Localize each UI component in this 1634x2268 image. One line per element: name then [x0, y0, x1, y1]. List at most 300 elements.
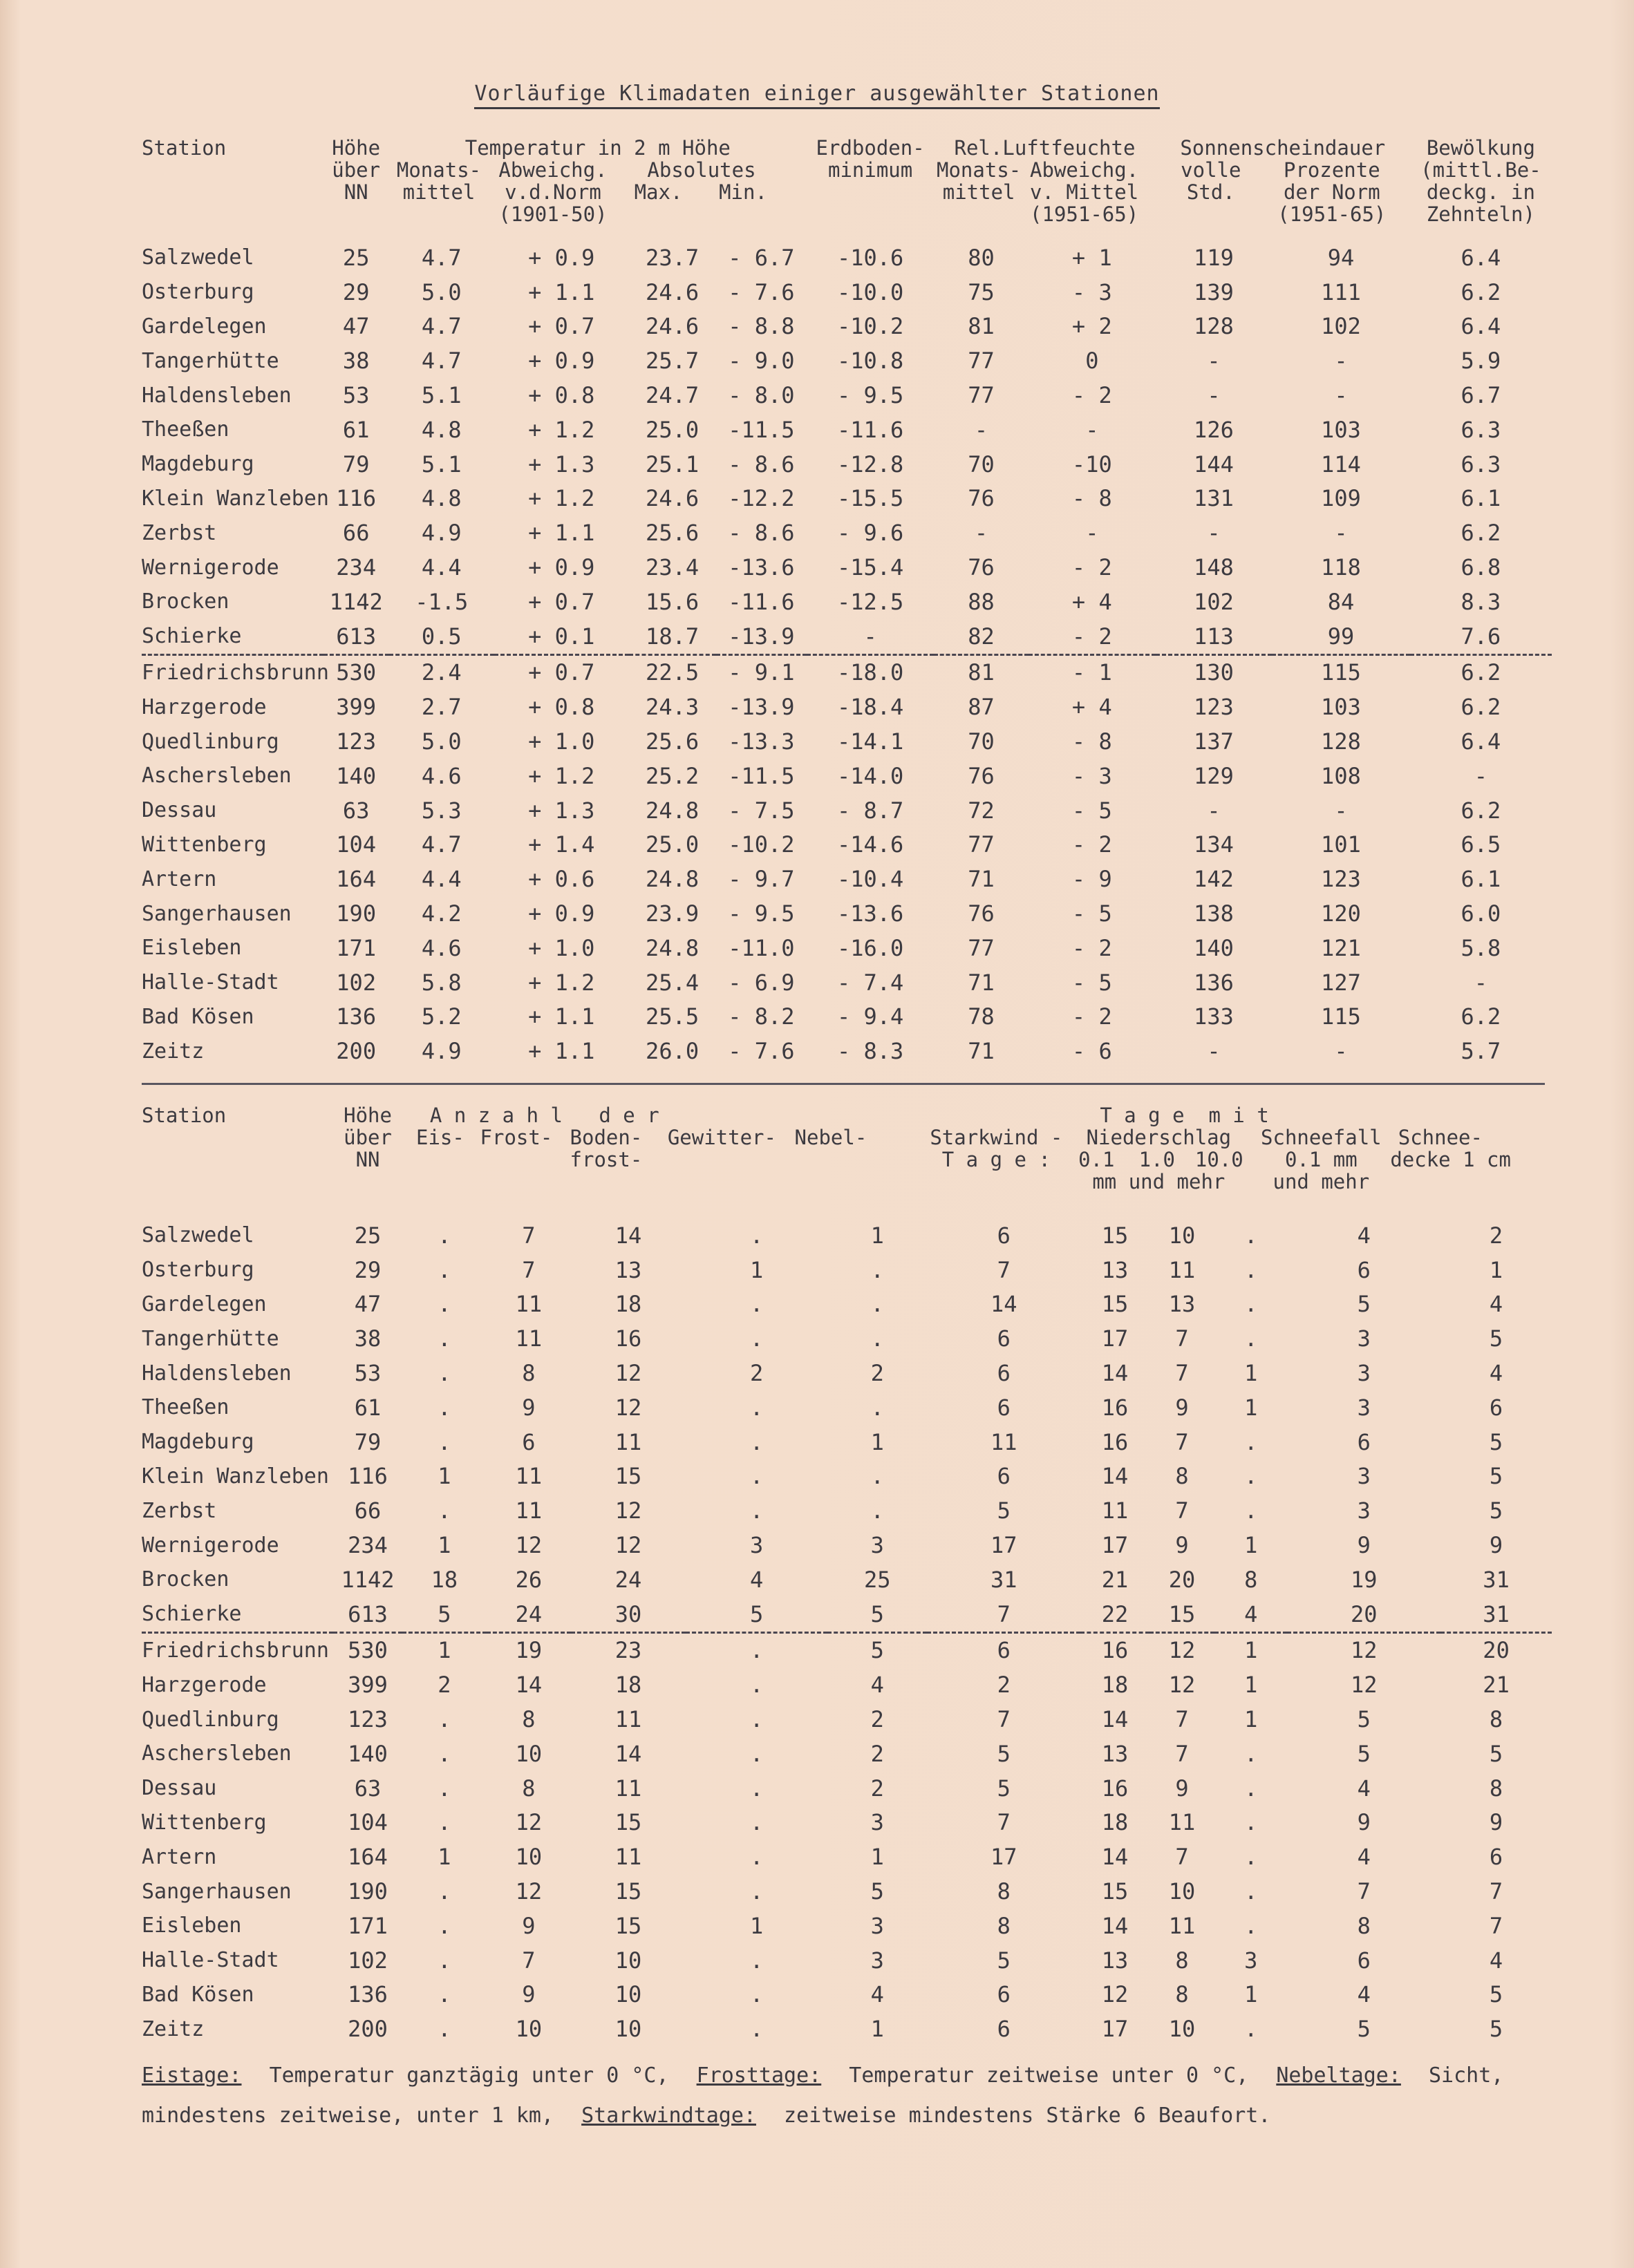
table-cell: -10.6 — [836, 244, 904, 271]
table-cell: 10 — [614, 1947, 642, 1974]
table-cell: 4 — [1357, 1775, 1371, 1802]
table-cell: - — [1334, 520, 1348, 547]
table-row — [142, 1425, 1552, 1459]
table-cell: 1142 — [341, 1566, 395, 1593]
table-cell: 1 — [402, 1632, 487, 1667]
table-cell: -16.0 — [836, 934, 904, 961]
table-cell: 53 — [354, 1360, 382, 1387]
table-row — [142, 1390, 1552, 1425]
table-cell: -14.1 — [836, 728, 904, 755]
table-cell: 103 — [1321, 694, 1361, 721]
table-cell: + 1 — [1071, 244, 1112, 271]
table-row — [142, 378, 1552, 413]
table-row — [142, 619, 1552, 654]
table-row — [142, 1321, 1552, 1356]
table-cell: . — [750, 1428, 764, 1455]
table-cell: 113 — [1194, 623, 1234, 650]
table-cell: 79 — [354, 1428, 382, 1455]
table-cell: 8.3 — [1461, 588, 1501, 615]
eistage-label: Eistage: — [142, 2063, 242, 2088]
table-cell: 8 — [1357, 1912, 1371, 1939]
table-cell: 133 — [1194, 1003, 1234, 1030]
table-cell: 1 — [750, 1912, 764, 1939]
table-cell: 25.0 — [646, 831, 699, 858]
table-cell: - 8 — [1071, 728, 1112, 755]
table-cell: . — [870, 1497, 884, 1524]
table-row — [142, 1667, 1552, 1702]
table-cell: 8 — [997, 1878, 1011, 1905]
table-cell: 2 — [438, 1672, 451, 1699]
table-cell: 399 — [336, 694, 377, 721]
table-cell: 4 — [1244, 1600, 1258, 1627]
station-name: Wernigerode — [142, 555, 279, 580]
table-cell: - — [1474, 762, 1488, 789]
table-cell: + 0.6 — [528, 866, 595, 893]
table-cell: 5.0 — [421, 278, 462, 305]
table-cell: 87 — [968, 694, 995, 721]
table-cell: 7 — [997, 1706, 1011, 1733]
table-cell: 6.5 — [1461, 831, 1501, 858]
table-cell: - 6 — [1071, 1038, 1112, 1065]
table-cell: . — [438, 1222, 451, 1249]
table-cell: 5.1 — [421, 451, 462, 478]
table-cell: 14 — [1101, 1844, 1129, 1871]
table-cell: 78 — [968, 1003, 995, 1030]
station-name: Osterburg — [142, 280, 254, 305]
table-cell: 164 — [348, 1844, 388, 1871]
table-cell: 9 — [1175, 1532, 1189, 1559]
table-row — [142, 931, 1552, 965]
table-cell: 18 — [614, 1291, 642, 1318]
table-cell: . — [438, 1947, 451, 1974]
table-cell: + 1.2 — [528, 969, 595, 996]
table-cell: 25 — [354, 1222, 382, 1249]
table-cell: - 9.7 — [728, 866, 795, 893]
table-cell: 7.6 — [1461, 623, 1501, 650]
table-cell: 5.8 — [421, 969, 462, 996]
table-cell: 2 — [1489, 1222, 1503, 1249]
table-cell: 6 — [1489, 1844, 1503, 1871]
table-cell: 1 — [438, 1463, 451, 1490]
station-name: Gardelegen — [142, 1292, 267, 1316]
table-cell: 115 — [1272, 654, 1410, 690]
table-cell: 138 — [1194, 900, 1234, 927]
table-cell: 128 — [1321, 728, 1361, 755]
station-name: Klein Wanzleben — [142, 486, 329, 511]
table-cell: 4.9 — [421, 1038, 462, 1065]
table-cell: - 8.0 — [728, 382, 795, 409]
table-cell: 8 — [522, 1360, 536, 1387]
station-name: Haldensleben — [142, 1361, 292, 1386]
table-cell: 76 — [968, 762, 995, 789]
table-cell: 200 — [348, 2016, 388, 2043]
table-cell: 6 — [997, 1222, 1011, 1249]
table-cell: 11 — [614, 1706, 642, 1733]
table-cell: + 0.7 — [528, 313, 595, 340]
table-cell: 16 — [614, 1325, 642, 1352]
table-cell: . — [750, 1947, 764, 1974]
table-cell: -15.5 — [836, 485, 904, 512]
table-cell: . — [1244, 1497, 1258, 1524]
table-cell: - 8.2 — [728, 1003, 795, 1030]
table-cell: 4.8 — [421, 416, 462, 443]
table-cell: . — [750, 1740, 764, 1767]
table-cell: . — [750, 1497, 764, 1524]
table-cell: - — [1207, 382, 1221, 409]
table-cell: + 1.1 — [528, 1003, 595, 1030]
table-cell: - 2 — [1071, 382, 1112, 409]
table-header — [142, 1104, 1552, 1218]
nebeltage-text-cont: mindestens zeitweise, unter 1 km, — [142, 2104, 554, 2128]
table-cell: 4 — [870, 1672, 884, 1699]
table-cell: . — [1244, 1878, 1258, 1905]
table-cell: + 4 — [1071, 694, 1112, 721]
table-cell: 137 — [1194, 728, 1234, 755]
table-row — [142, 1943, 1552, 1978]
table-cell: 1 — [870, 1222, 884, 1249]
table-cell: 4.7 — [421, 348, 462, 375]
table-cell: -10.2 — [836, 313, 904, 340]
station-name: Zerbst — [142, 1498, 217, 1523]
table-cell: + 1.2 — [528, 416, 595, 443]
table-cell: 14 — [614, 1740, 642, 1767]
table-cell: 17 — [1101, 1325, 1129, 1352]
table-row — [142, 1737, 1552, 1771]
table-cell: 142 — [1194, 866, 1234, 893]
table-cell: . — [750, 1672, 764, 1699]
table-cell: 12 — [515, 1532, 543, 1559]
table-cell: 18 — [1101, 1672, 1129, 1699]
col-bewoelkung: Bewölkung (mittl.Be- deckg. in Zehnteln) — [1420, 136, 1541, 226]
table-cell: . — [750, 1463, 764, 1490]
table-cell: 171 — [336, 934, 377, 961]
table-cell: 164 — [336, 866, 377, 893]
table-cell: . — [438, 1325, 451, 1352]
table-cell: . — [1244, 1809, 1258, 1836]
table-cell: 120 — [1321, 900, 1361, 927]
table-cell: 15.6 — [646, 588, 699, 615]
table-cell: 77 — [968, 831, 995, 858]
table-cell: 7 — [997, 1809, 1011, 1836]
table-cell: 0.5 — [421, 623, 462, 650]
table-cell: 15 — [1101, 1291, 1129, 1318]
table-cell: 136 — [336, 1003, 377, 1030]
col-sonnenschein-group: Sonnenscheindauer volle Std. Prozente der Norm (1951-65) — [1180, 136, 1387, 226]
table-cell: 8 — [1175, 1947, 1189, 1974]
table-cell: . — [1244, 1844, 1258, 1871]
table-cell: 5 — [1489, 1325, 1503, 1352]
table-cell: 76 — [968, 485, 995, 512]
table-cell: - 2 — [1071, 934, 1112, 961]
climate-table — [142, 137, 1552, 1068]
table-row — [142, 862, 1552, 896]
table-cell: 109 — [1321, 485, 1361, 512]
table-cell: 102 — [348, 1947, 388, 1974]
station-name: Sangerhausen — [142, 1879, 292, 1904]
nebeltage-text: Sicht, — [1429, 2063, 1504, 2088]
table-row — [142, 793, 1552, 828]
table-cell: 72 — [968, 797, 995, 824]
table-cell: 77 — [968, 348, 995, 375]
eistage-text: Temperatur ganztägig unter 0 °C, — [269, 2063, 669, 2088]
table-cell: 530 — [333, 1632, 402, 1667]
table-cell: - 8.7 — [836, 797, 904, 824]
table-cell: 4 — [750, 1566, 764, 1593]
table-cell: 14 — [990, 1291, 1017, 1318]
table-cell: 123 — [336, 728, 377, 755]
station-name: Wittenberg — [142, 832, 267, 857]
table-cell: -13.9 — [728, 694, 795, 721]
table-cell: - 8.8 — [728, 313, 795, 340]
table-cell: 1 — [1214, 1632, 1287, 1667]
table-cell: 77 — [968, 382, 995, 409]
table-cell: + 1.2 — [528, 762, 595, 789]
table-cell: -15.4 — [836, 554, 904, 581]
table-cell: 16 — [1101, 1394, 1129, 1421]
table-cell: 6.4 — [1461, 244, 1501, 271]
table-cell: 18 — [614, 1672, 642, 1699]
col-anzahl-group: A n z a h l d e r Eis- Frost- Boden- frost- Gewitter- Nebel- — [416, 1104, 867, 1171]
table-cell: 4 — [1357, 1222, 1371, 1249]
table-cell: 1 — [750, 1256, 764, 1283]
table-cell: 6.2 — [1461, 797, 1501, 824]
table-row — [142, 1909, 1552, 1943]
table-cell: 111 — [1321, 278, 1361, 305]
table-cell: 63 — [354, 1775, 382, 1802]
table-cell: - 9.0 — [728, 348, 795, 375]
table-cell: 6.0 — [1461, 900, 1501, 927]
table-cell: 8 — [522, 1706, 536, 1733]
table-cell: 4.7 — [421, 313, 462, 340]
table-cell: 5.0 — [421, 728, 462, 755]
station-name: Artern — [142, 1844, 217, 1869]
table-cell: 25.6 — [646, 728, 699, 755]
table-cell: 20 — [1350, 1600, 1378, 1627]
frosttage-label: Frosttage: — [696, 2063, 822, 2088]
table-row — [142, 1356, 1552, 1390]
table-cell: 2.7 — [421, 694, 462, 721]
table-cell: . — [1244, 1256, 1258, 1283]
station-name: Theeßen — [142, 1395, 229, 1420]
table-cell: - 9 — [1071, 866, 1112, 893]
station-name: Aschersleben — [142, 1741, 292, 1766]
table-cell: 9 — [522, 1394, 536, 1421]
table-cell: 234 — [336, 554, 377, 581]
table-cell: 2 — [997, 1672, 1011, 1699]
table-row — [142, 1562, 1552, 1597]
table-cell: - 8.3 — [836, 1038, 904, 1065]
table-cell: 53 — [342, 382, 370, 409]
table-cell: 22.5 — [629, 654, 716, 690]
table-cell: - — [1334, 1038, 1348, 1065]
station-name: Zerbst — [142, 520, 217, 545]
table-cell: -18.4 — [836, 694, 904, 721]
table-cell: 24.6 — [646, 485, 699, 512]
table-cell: . — [438, 1878, 451, 1905]
table-cell: 6 — [522, 1428, 536, 1455]
table-cell: 1 — [870, 2016, 884, 2043]
table-cell: 10 — [1168, 1878, 1196, 1905]
table-cell: - 2 — [1071, 554, 1112, 581]
table-cell: 0 — [1085, 348, 1099, 375]
table-cell: -10.4 — [836, 866, 904, 893]
station-name: Bad Kösen — [142, 1982, 254, 2007]
table-cell: 121 — [1321, 934, 1361, 961]
table-cell: . — [1244, 2016, 1258, 2043]
table-cell: -13.3 — [728, 728, 795, 755]
table-cell: 7 — [522, 1947, 536, 1974]
table-cell: 6 — [1357, 1256, 1371, 1283]
table-cell: 399 — [348, 1672, 388, 1699]
table-cell: 25.1 — [646, 451, 699, 478]
table-cell: 14 — [515, 1672, 543, 1699]
table-cell: - 3 — [1071, 278, 1112, 305]
table-cell: 6.1 — [1461, 866, 1501, 893]
table-cell: 130 — [1156, 654, 1272, 690]
table-cell: - 9.5 — [728, 900, 795, 927]
table-cell: 6.8 — [1461, 554, 1501, 581]
table-cell: 7 — [1175, 1497, 1189, 1524]
table-row — [142, 1806, 1552, 1840]
table-cell: 21 — [1483, 1672, 1510, 1699]
table-cell: 7 — [522, 1222, 536, 1249]
table-cell: 4 — [1357, 1844, 1371, 1871]
station-name: Friedrichsbrunn — [142, 1632, 333, 1667]
table-cell: . — [750, 1809, 764, 1836]
table-cell: - 2 — [1071, 623, 1112, 650]
table-cell: . — [1244, 1740, 1258, 1767]
table-row — [142, 1528, 1552, 1562]
table-cell: 7 — [1175, 1706, 1189, 1733]
table-cell: 24.7 — [646, 382, 699, 409]
table-cell: 10 — [1168, 1222, 1196, 1249]
table-cell: 1 — [870, 1844, 884, 1871]
table-cell: . — [438, 2016, 451, 2043]
table-cell: 1 — [438, 1532, 451, 1559]
station-name: Dessau — [142, 798, 217, 823]
table-cell: - — [1207, 1038, 1221, 1065]
starkwind-label: Starkwindtage: — [581, 2104, 756, 2128]
table-cell: - 8 — [1071, 485, 1112, 512]
table-row — [142, 585, 1552, 619]
table-cell: 24.6 — [646, 278, 699, 305]
table-cell: 6.3 — [1461, 416, 1501, 443]
table-cell: 14 — [1101, 1912, 1129, 1939]
table-cell: - — [1207, 520, 1221, 547]
station-name: Brocken — [142, 589, 229, 614]
table-cell: 30 — [614, 1600, 642, 1627]
table-cell: 3 — [1244, 1947, 1258, 1974]
table-cell: + 1.1 — [528, 1038, 595, 1065]
days-table — [142, 1104, 1552, 2046]
table-cell: . — [870, 1463, 884, 1490]
table-cell: 18 — [1101, 1809, 1129, 1836]
table-cell: -1.5 — [415, 588, 469, 615]
table-cell: 12 — [515, 1878, 543, 1905]
col-tage-mit-group: T a g e m i t Starkwind - T a g e : Niederschlag 0.1 1.0 10.0 mm und mehr Schneefall 0.1 mm und mehr Schnee- decke 1 cm — [930, 1104, 1511, 1193]
table-cell: 148 — [1194, 554, 1234, 581]
table-cell: 70 — [968, 728, 995, 755]
table-cell: + 0.9 — [528, 244, 595, 271]
station-name: Eisleben — [142, 1913, 242, 1938]
footnotes — [142, 2056, 1552, 2136]
frosttage-text: Temperatur zeitweise unter 0 °C, — [849, 2063, 1249, 2088]
table-cell: . — [438, 1291, 451, 1318]
table-cell: 3 — [1357, 1325, 1371, 1352]
table-cell: 2 — [870, 1360, 884, 1387]
table-cell: 12 — [614, 1497, 642, 1524]
table-cell: 11 — [515, 1497, 543, 1524]
table-row — [142, 343, 1552, 378]
table-row — [142, 275, 1552, 310]
table-cell: 8 — [1175, 1981, 1189, 2008]
station-name: Halle-Stadt — [142, 970, 279, 995]
table-cell: - 9.1 — [716, 654, 807, 690]
table-cell: . — [750, 1775, 764, 1802]
table-cell: 103 — [1321, 416, 1361, 443]
table-cell: 144 — [1194, 451, 1234, 478]
table-cell: 1 — [1244, 1394, 1258, 1421]
table-cell: 3 — [1357, 1497, 1371, 1524]
table-cell: . — [438, 1360, 451, 1387]
table-cell: - — [1334, 797, 1348, 824]
station-name: Wittenberg — [142, 1810, 267, 1835]
table-cell: 38 — [354, 1325, 382, 1352]
table-cell: 118 — [1321, 554, 1361, 581]
table-cell: 12 — [1101, 1981, 1129, 2008]
table-cell: + 0.1 — [528, 623, 595, 650]
table-cell: 23 — [571, 1632, 686, 1667]
table-cell: 11 — [1168, 1809, 1196, 1836]
table-cell: 6 — [1357, 1947, 1371, 1974]
table-cell: 104 — [336, 831, 377, 858]
table-cell: - 9.5 — [836, 382, 904, 409]
table-cell: 8 — [1175, 1463, 1189, 1490]
table-cell: . — [1244, 1912, 1258, 1939]
station-name: Salzwedel — [142, 1223, 254, 1248]
table-cell: -13.9 — [728, 623, 795, 650]
table-cell: 128 — [1194, 313, 1234, 340]
table-cell: 136 — [348, 1981, 388, 2008]
table-cell: 25 — [342, 244, 370, 271]
table-cell: - 9.4 — [836, 1003, 904, 1030]
table-row — [142, 516, 1552, 550]
table-cell: 23.4 — [646, 554, 699, 581]
table-cell: 9 — [1175, 1775, 1189, 1802]
table-cell: . — [438, 1912, 451, 1939]
table-row — [142, 1287, 1552, 1322]
table-cell: 136 — [1194, 969, 1234, 996]
table-cell: - — [1207, 348, 1221, 375]
table-cell: 10 — [515, 1740, 543, 1767]
table-cell: 24.8 — [646, 866, 699, 893]
table-cell: 20 — [1440, 1632, 1552, 1667]
table-cell: 5 — [870, 1878, 884, 1905]
table-cell: 7 — [997, 1256, 1011, 1283]
table-cell: 25.2 — [646, 762, 699, 789]
station-name: Osterburg — [142, 1258, 254, 1283]
table-cell: 4.6 — [421, 762, 462, 789]
table-cell: 9 — [1489, 1532, 1503, 1559]
table-cell: 5 — [438, 1600, 451, 1627]
table-cell: 6 — [997, 1463, 1011, 1490]
station-name: Wernigerode — [142, 1533, 279, 1558]
station-name: Eisleben — [142, 936, 242, 961]
station-name: Zeitz — [142, 2016, 205, 2041]
table-cell: 4.7 — [421, 831, 462, 858]
table-cell: 6.2 — [1461, 1003, 1501, 1030]
table-cell: 530 — [323, 654, 389, 690]
